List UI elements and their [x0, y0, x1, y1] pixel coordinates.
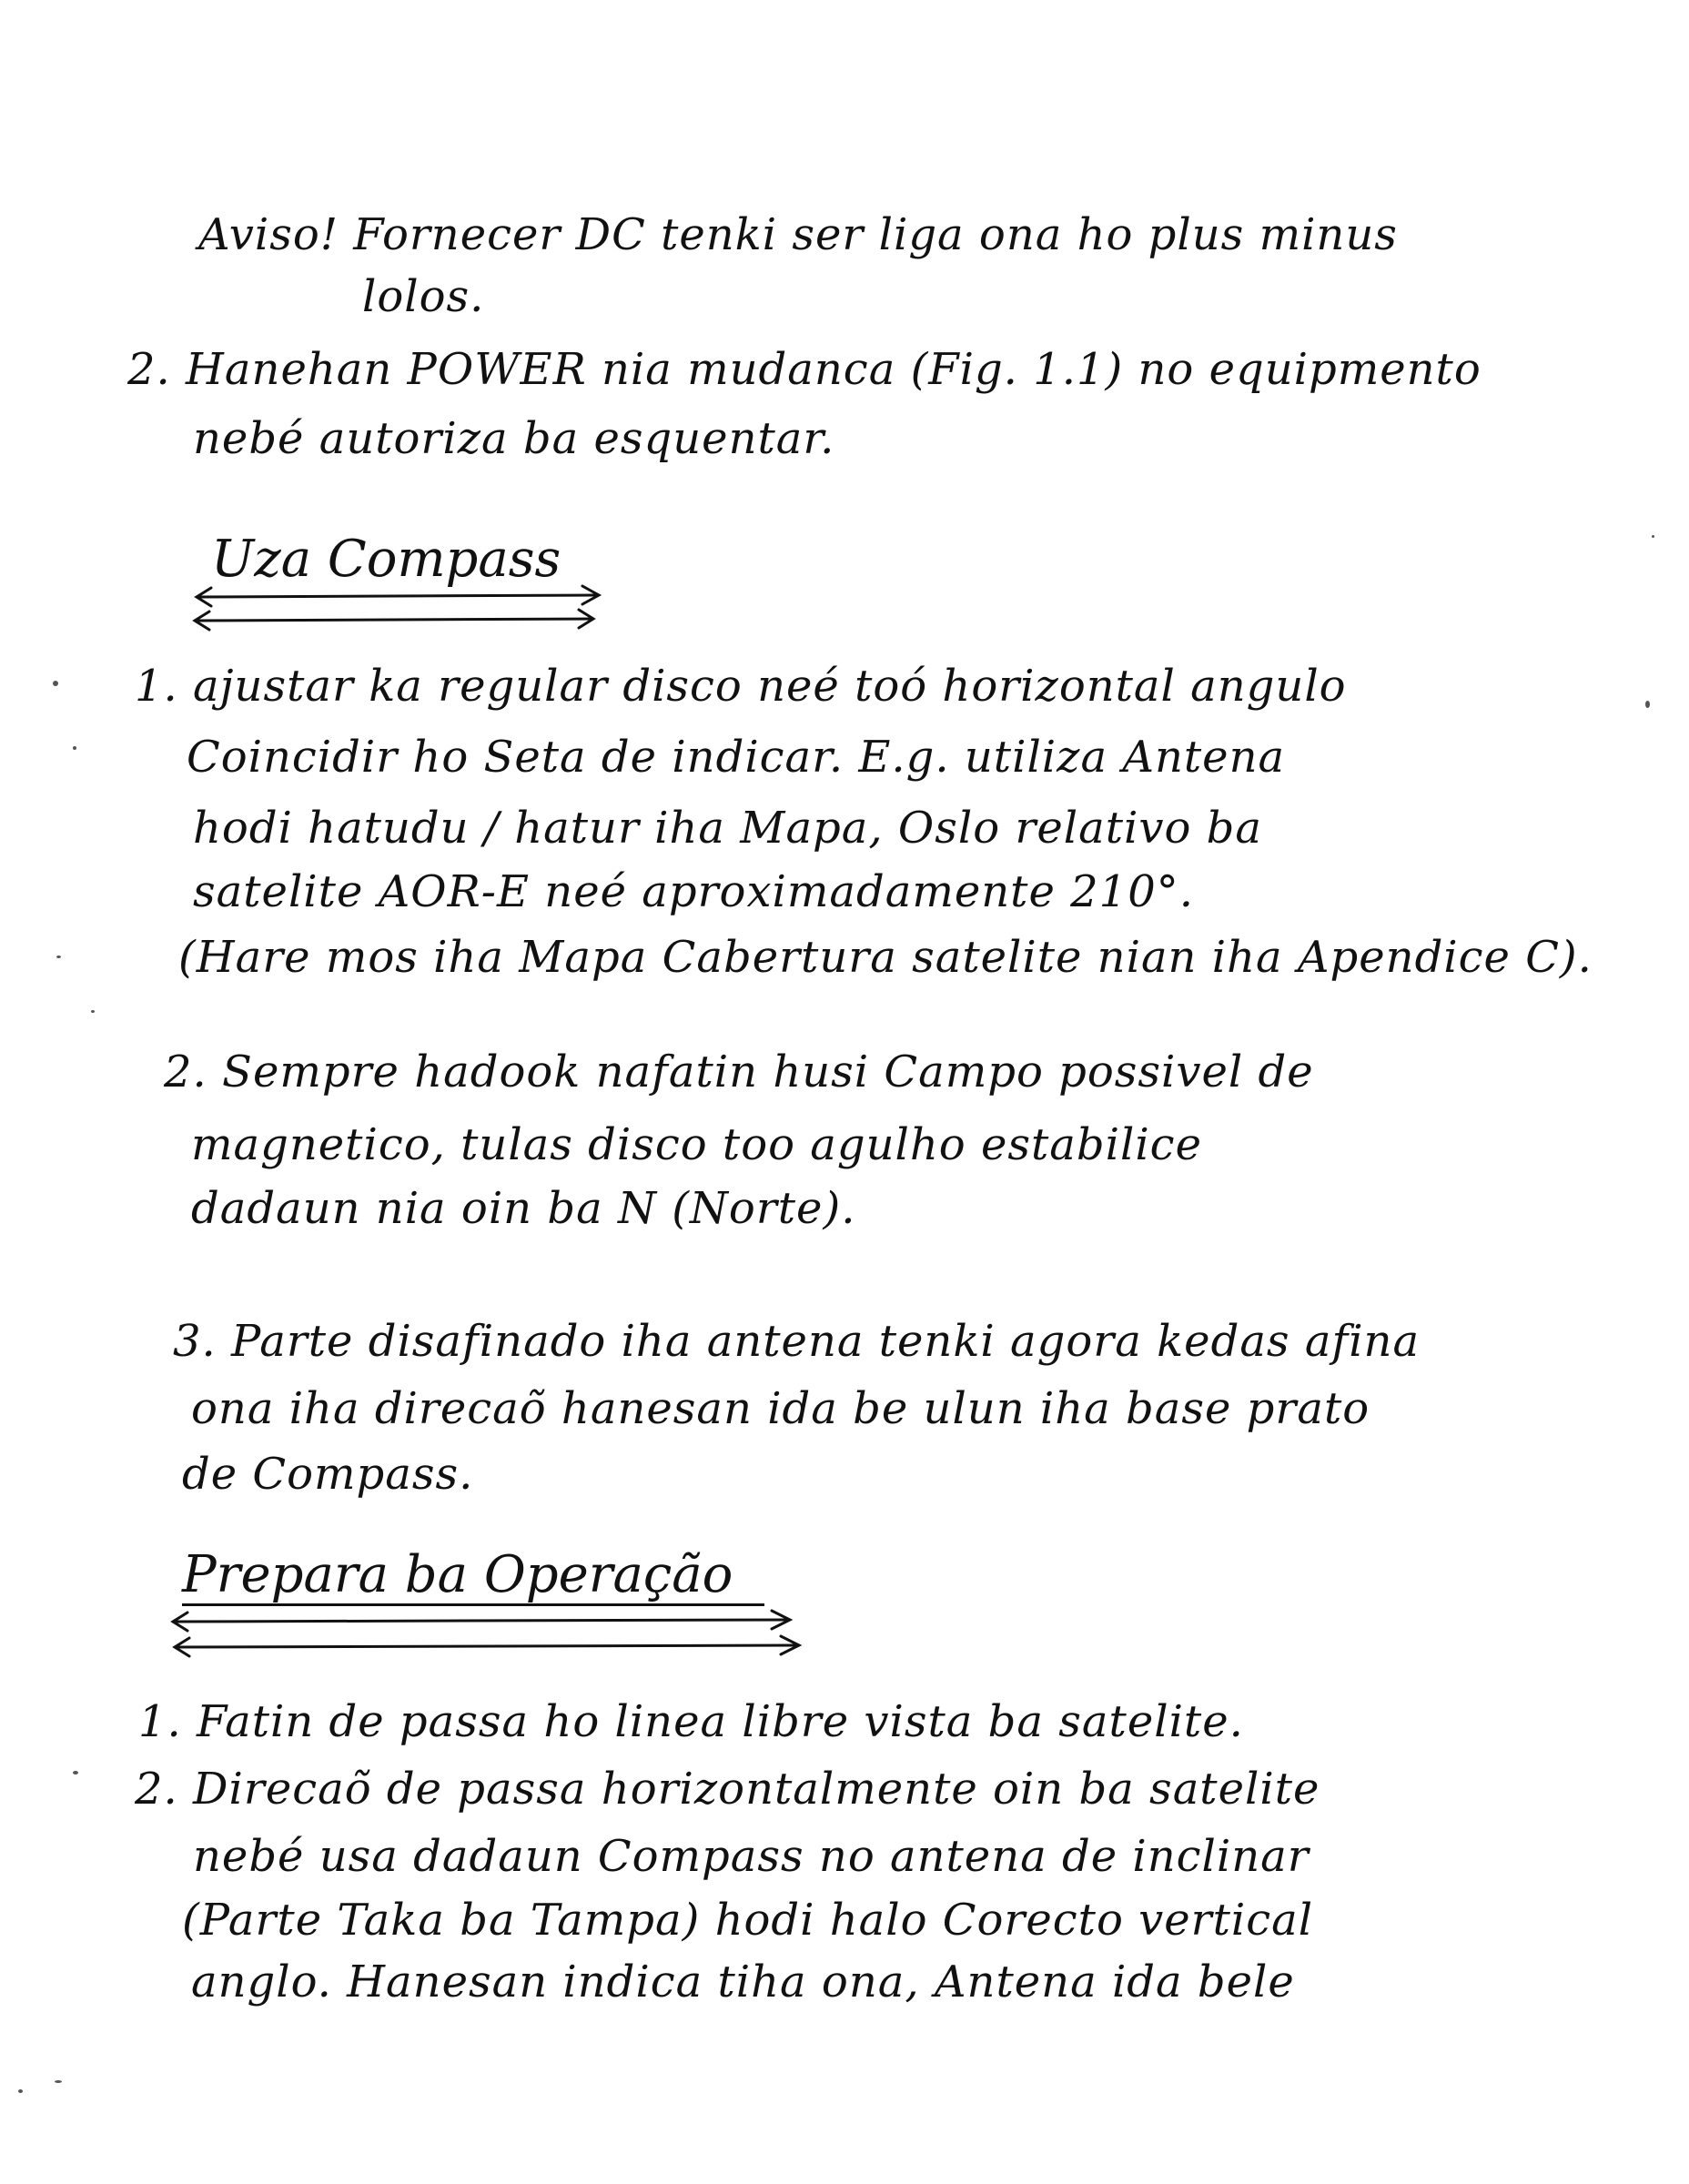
compass-item-2-line-3: dadaun nia oin ba N (Norte).: [191, 1183, 856, 1234]
scan-speck: [56, 956, 61, 958]
prepare-section-title: Prepara ba Operação: [182, 1545, 733, 1604]
compass-item-3-line-2: ona iha direcaõ hanesan ida be ulun iha base prato: [191, 1383, 1370, 1434]
compass-item-2-line-1: 2. Sempre hadook nafatin husi Campo possivel de: [164, 1046, 1314, 1097]
compass-title-double-arrow: [182, 579, 610, 642]
scan-speck: [1645, 701, 1650, 708]
scan-speck: [73, 746, 76, 750]
scan-speck: [1652, 535, 1654, 538]
scan-speck: [55, 2080, 62, 2083]
scan-speck: [53, 681, 58, 686]
compass-item-1-line-2: Coincidir ho Seta de indicar. E.g. utiliza Antena: [187, 732, 1286, 783]
prepare-title-double-arrow: [160, 1603, 815, 1667]
compass-item-3-line-3: de Compass.: [182, 1449, 474, 1500]
prepare-item-2-line-2: nebé usa dadaun Compass no antena de inclinar: [193, 1831, 1310, 1882]
power-step-line-1: 2. Hanehan POWER nia mudanca (Fig. 1.1) no equipmento: [127, 344, 1482, 395]
scan-speck: [73, 1771, 78, 1774]
prepare-item-2-line-3: (Parte Taka ba Tampa) hodi halo Corecto vertical: [182, 1895, 1314, 1946]
compass-item-2-line-2: magnetico, tulas disco too agulho estabilice: [191, 1119, 1202, 1170]
prepare-item-2-line-4: anglo. Hanesan indica tiha ona, Antena ida bele: [191, 1956, 1295, 2007]
compass-item-3-line-1: 3. Parte disafinado iha antena tenki agora kedas afina: [173, 1316, 1421, 1367]
power-step-line-2: nebé autoriza ba esquentar.: [193, 413, 835, 464]
scan-speck: [91, 1010, 95, 1013]
warning-line-2: lolos.: [362, 271, 485, 322]
compass-item-1-line-1: 1. ajustar ka regular disco neé toó horizontal angulo: [135, 661, 1347, 712]
compass-section-title: Uza Compass: [211, 530, 561, 589]
warning-line-1: Aviso! Fornecer DC tenki ser liga ona ho plus minus: [198, 209, 1398, 260]
prepare-item-1-line-1: 1. Fatin de passa ho linea libre vista ba satelite.: [138, 1696, 1244, 1747]
prepare-item-2-line-1: 2. Direcaõ de passa horizontalmente oin ba satelite: [135, 1764, 1320, 1815]
scan-speck: [18, 2089, 23, 2093]
compass-item-1-line-3: hodi hatudu / hatur iha Mapa, Oslo relativo ba: [193, 803, 1262, 854]
compass-item-1-line-5: (Hare mos iha Mapa Cabertura satelite nian iha Apendice C).: [178, 932, 1593, 983]
compass-item-1-line-4: satelite AOR-E neé aproximadamente 210°.: [193, 866, 1195, 917]
